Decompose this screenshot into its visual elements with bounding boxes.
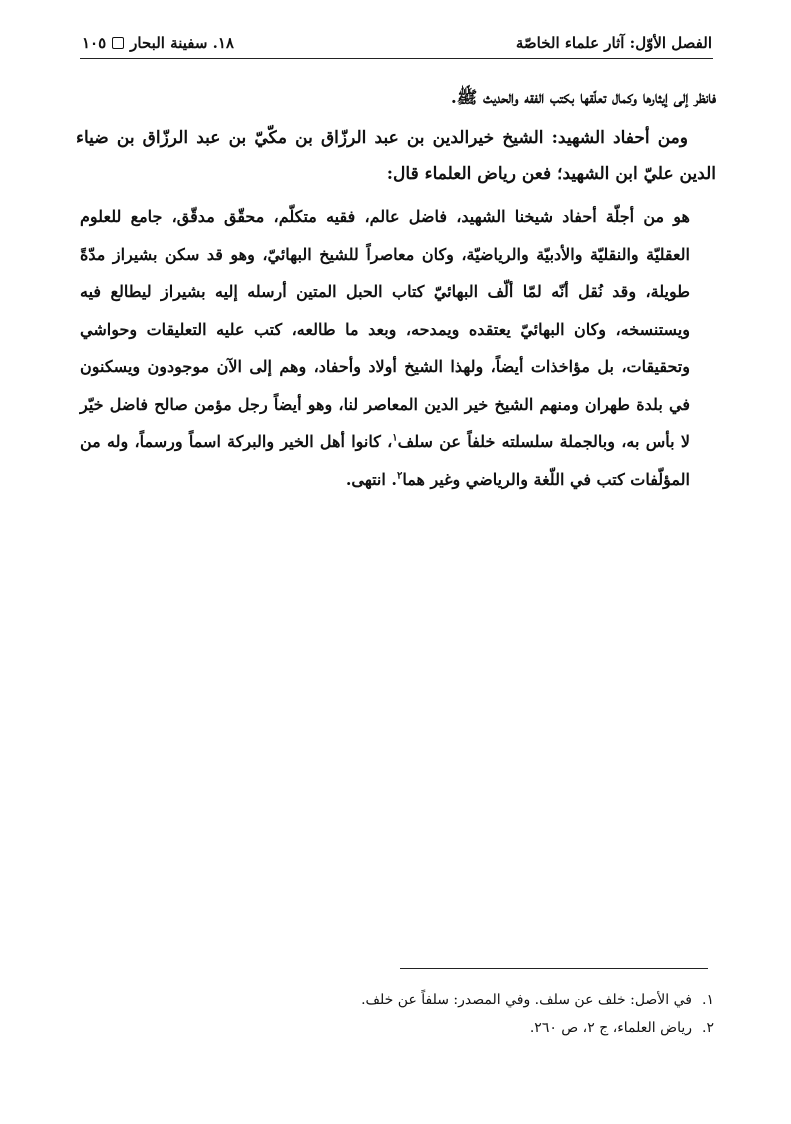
footnote-2 <box>300 1014 714 1042</box>
footnote-marker-2[interactable]: ٢ <box>396 470 403 482</box>
square-ornament-icon <box>112 37 124 49</box>
running-header <box>82 30 712 56</box>
footnote-divider <box>400 968 708 969</box>
footnote-1 <box>300 986 714 1014</box>
header-divider <box>80 58 713 59</box>
quote-text-part-1: هو من أجلّة أحفاد شيخنا الشهيد، فاضل عالم، فقيه متكلّم، محقّق مدقّق، جامع للعلوم العقليّة والنقليّة والأدبيّة والرياضيّة، وكان معاصراً للشيخ البهائيّ، وهو قد سكن بشيراز مدّةً طويلة، وقد نُقل أنّه لمّا ألّف البهائيّ كتاب الحبل المتين أرسله إليه بشيراز ليطالع فيه ويستنسخه، وكان البهائيّ يعتقده ويمدحه، وبعد ما طالعه، كتب عليه التعليقات وحواشي وتحقيقات، بل مؤاخذات أيضاً، ولهذا الشيخ أولاد وأحفاد، وهم إلى الآن موجودون ويسكنون في بلدة طهران ومنهم الشيخ خير الدين المعاصر لنا، وهو أيضاً رجل مؤمن صالح فاضل خيّر لا بأس به، وبالجملة سلسلته خلفاً عن سلف <box>80 207 691 451</box>
body-paragraph-2: ومن أحفاد الشهيد: الشيخ خيرالدين بن عبد الرزّاق بن مكّيّ بن عبد الرزّاق بن ضياء الدين عليّ ابن الشهيد؛ فعن رياض العلماء قال: <box>76 128 716 184</box>
quote-text-part-2: ، كانوا أهل الخير والبركة اسماً ورسماً، وله من المؤلّفات كتب في اللّغة والرياضي وغير هما <box>80 432 690 489</box>
page-number: ١٠٥ <box>82 34 107 52</box>
quote-end: . انتهى. <box>345 469 397 489</box>
book-reference: ١٨. سفينة البحار <box>130 34 234 52</box>
quoted-passage <box>80 198 690 498</box>
footnote-number: ١. <box>702 992 714 1008</box>
footnote-number: ٢. <box>702 1020 714 1036</box>
footnotes <box>300 986 714 1042</box>
page-info <box>82 34 234 52</box>
chapter-title: الفصل الأوّل: آثار علماء الخاصّة <box>515 34 712 52</box>
footnote-text: في الأصل: خلف عن سلف. وفي المصدر: سلفاً عن خلف. <box>361 992 692 1008</box>
footnote-marker-1[interactable]: ١ <box>392 432 398 444</box>
body-paragraph-1: فانظر إلى إيثارها وكمال تعلّقها بكتب الفقه والحديث ﷺ. <box>450 88 716 108</box>
footnote-text: رياض العلماء، ج ٢، ص ٢٦٠. <box>529 1020 692 1036</box>
